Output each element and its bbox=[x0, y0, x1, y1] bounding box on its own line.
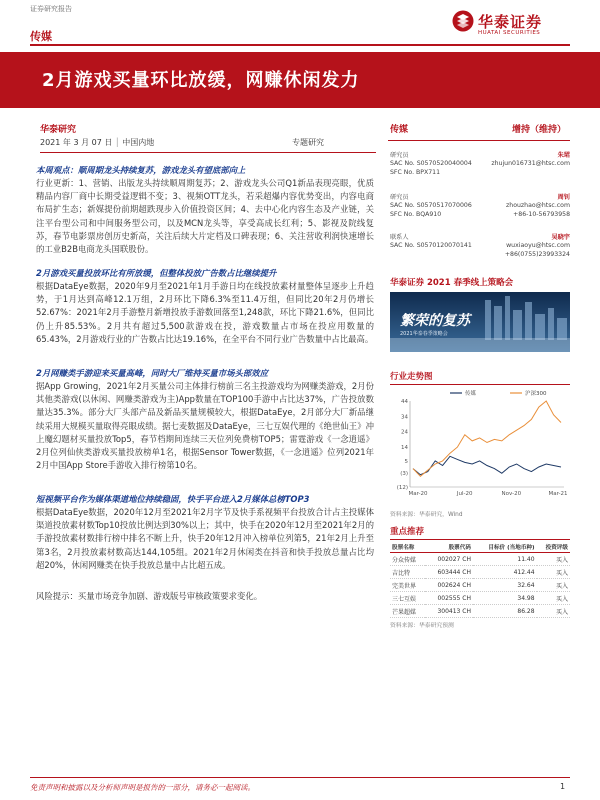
x-tick-label: Mar-21 bbox=[548, 491, 568, 497]
stock-code: 300413 CH bbox=[425, 605, 473, 618]
target-price: 34.98 bbox=[473, 592, 537, 605]
logo-text-en: HUATAI SECURITIES bbox=[478, 30, 541, 36]
report-region: 中国内地 bbox=[122, 138, 155, 147]
analyst-block bbox=[390, 150, 570, 179]
report-type-topline: 证券研究报告 bbox=[30, 5, 72, 13]
industry-trend-chart bbox=[390, 387, 570, 505]
analyst-email[interactable]: zhouzhao@htsc.com bbox=[506, 201, 570, 209]
industry-chart-panel bbox=[390, 370, 570, 518]
y-tick-label: 44 bbox=[401, 399, 408, 405]
analyst-role: 研究员 bbox=[390, 194, 409, 201]
section-body: 根据DataEye数据，2020年12月至2021年2月字节及快手系视频平台投放合计占主投媒体渠道投放素材数Top10投放比例达到30%以上；其中，快手在2020年12月至2021年2月的手游投放素材数排行榜中排名不断上升，快手20年12月冲入榜单位列第5，21年2月上升至第3名，2月投放素材数高达144,105组。2021年2月休闲类在抖音和快手投放总量占比均超20%，休闲网赚类在快手投放总量中占比超五成。 bbox=[36, 507, 374, 570]
header-cell: 股票代码 bbox=[425, 542, 473, 553]
table-header-row bbox=[390, 542, 570, 553]
header-cell: 目标价 (当地币种) bbox=[473, 542, 537, 553]
stock-name: 吉比特 bbox=[390, 566, 425, 579]
y-tick-label: (3) bbox=[400, 471, 408, 478]
chart-source: 资料来源：华泰研究，Wind bbox=[390, 512, 463, 518]
stock-code: 002555 CH bbox=[425, 592, 473, 605]
table-row bbox=[390, 605, 570, 618]
analyst-email[interactable]: wuxiaoyu@htsc.com bbox=[506, 241, 570, 249]
section-heading: 2月游戏买量投放环比有所放缓，但整体投放广告数占比继续提升 bbox=[36, 268, 277, 278]
table-title: 重点推荐 bbox=[390, 525, 570, 540]
company-logo bbox=[452, 10, 572, 40]
strategy-title: 华泰证券 2021 春季线上策略会 bbox=[390, 278, 514, 288]
risk-warning: 风险提示：买量市场竞争加剧、游戏版号审核政策要求变化。 bbox=[36, 591, 263, 601]
x-tick-label: Mar-20 bbox=[408, 491, 428, 497]
y-tick-label: 14 bbox=[401, 445, 408, 452]
analyst-role: 研究员 bbox=[390, 152, 409, 159]
analyst-phone: +86-10-56793958 bbox=[513, 211, 570, 218]
strategy-banner-image[interactable] bbox=[390, 292, 570, 352]
analyst-email[interactable]: zhujun016731@htsc.com bbox=[491, 159, 570, 167]
y-tick-label: 34 bbox=[401, 414, 408, 421]
rating: 买入 bbox=[537, 553, 570, 566]
right-sector: 传媒 bbox=[390, 125, 409, 135]
x-tick-label: Jul-20 bbox=[456, 491, 473, 497]
x-tick-label: Nov-20 bbox=[501, 491, 522, 497]
analyst-sfc: SFC No. BPX711 bbox=[390, 169, 441, 176]
meta-divider bbox=[40, 152, 376, 153]
header-cell: 股票名称 bbox=[390, 542, 425, 553]
analyst-phone: +86(0755)23993324 bbox=[504, 251, 570, 258]
stock-code: 002027 CH bbox=[425, 553, 473, 566]
section-4 bbox=[36, 493, 374, 572]
strategy-banner-headline: 繁荣的复苏 bbox=[400, 313, 470, 329]
analyst-role: 联系人 bbox=[390, 234, 409, 241]
recommendation-table bbox=[390, 542, 570, 618]
section-1 bbox=[36, 164, 374, 256]
analyst-sac: SAC No. S0570517070006 bbox=[390, 201, 472, 209]
section-heading: 短视频平台作为媒体渠道地位持续稳固，快手平台进入2月媒体总榜TOP3 bbox=[36, 494, 310, 504]
logo-mark-icon bbox=[452, 10, 474, 32]
org-name: 华泰研究 bbox=[40, 125, 77, 135]
rating-badge: 增持（维持） bbox=[511, 125, 566, 135]
header-cell: 投资评级 bbox=[537, 542, 570, 553]
footer-divider bbox=[30, 777, 570, 778]
analyst-name: 吴晓宇 bbox=[551, 234, 570, 241]
stock-name: 完美世界 bbox=[390, 579, 425, 592]
series-line-1 bbox=[413, 456, 561, 474]
strategy-banner-subtitle: 2021华泰春季策略会 bbox=[400, 331, 448, 337]
analyst-block bbox=[390, 192, 570, 221]
rating: 买入 bbox=[537, 566, 570, 579]
stock-name: 分众传媒 bbox=[390, 553, 425, 566]
legend-label: 沪深300 bbox=[525, 391, 547, 397]
target-price: 11.40 bbox=[473, 553, 537, 566]
page-number: 1 bbox=[560, 782, 566, 791]
analyst-name: 朱珺 bbox=[557, 152, 570, 159]
rating-header bbox=[388, 120, 570, 141]
analyst-block bbox=[390, 232, 570, 261]
logo-text-cn: 华泰证券 bbox=[478, 13, 543, 31]
target-price: 412.44 bbox=[473, 566, 537, 579]
report-title: 2月游戏买量环比放缓，网赚休闲发力 bbox=[42, 70, 360, 91]
chart-title: 行业走势图 bbox=[390, 370, 570, 385]
stock-code: 002624 CH bbox=[425, 579, 473, 592]
table-row bbox=[390, 566, 570, 579]
recommendation-panel bbox=[390, 525, 570, 629]
legend-label: 传媒 bbox=[465, 391, 477, 397]
sector-label: 传媒 bbox=[30, 30, 52, 43]
target-price: 32.64 bbox=[473, 579, 537, 592]
stock-code: 603444 CH bbox=[425, 566, 473, 579]
analyst-sac: SAC No. S0570520040004 bbox=[390, 159, 472, 167]
table-source: 资料来源：华泰研究预测 bbox=[390, 623, 454, 629]
disclaimer-text: 免责声明和披露以及分析师声明是报告的一部分，请务必一起阅读。 bbox=[30, 783, 255, 792]
stock-name: 芒果超媒 bbox=[390, 605, 425, 618]
table-row bbox=[390, 579, 570, 592]
table-row bbox=[390, 553, 570, 566]
rating: 买入 bbox=[537, 605, 570, 618]
report-date: 2021 年 3 月 07 日 bbox=[40, 138, 113, 147]
section-3 bbox=[36, 367, 374, 472]
section-heading: 2月网赚类手游迎来买量高峰，同时大厂维持买量市场头部效应 bbox=[36, 368, 268, 378]
table-row bbox=[390, 592, 570, 605]
header-divider bbox=[30, 44, 570, 46]
section-body: 根据DataEye数据，2020年9月至2021年1月手游日均在线投放素材量整体呈逐步上升趋势，于1月达到高峰12.1万组，2月环比下降6.3%至11.4万组，但同比20年2月仍增长52.67%：2021年2月手游整月新增投放手游数回落至1,248款，环比下降21.6%，但同比仍上升85.53%。2月共有超过5,500款游戏在投，游戏数量占市场在投应用数量的65.43%，2月游戏行业的广告数占比达19.16%，在全平台不同行业广告数量中占比最高。 bbox=[36, 281, 374, 344]
analyst-sac: SAC No. S0570120070141 bbox=[390, 241, 472, 249]
section-body: 行业更新：1、营销、出版龙头持续顺周期复苏；2、游戏龙头公司Q1新品表现亮眼，优质精品内容厂商中长期受益逻辑不变；3、视频OTT龙头，若采超爆内容优势变出，内容电商布局扩生态；新媒提份前期超跌现步入价值投资区间；4、去中心化内容生态及产业链，关注平台型公司和中间服务型公司，以及MCN龙头等，享受高成长红利；5、影视及院线复苏，春节电影票房创历史新高，关注后续大片定档及口碑表现；6、关注营收利润快速增长的工业B2B电商龙头国联股份。 bbox=[36, 178, 374, 255]
stock-name: 三七互娱 bbox=[390, 592, 425, 605]
y-tick-label: 24 bbox=[401, 429, 408, 436]
date-region: 2021 年 3 月 07 日 │ 中国内地 bbox=[40, 138, 155, 147]
analyst-sfc: SFC No. BQA910 bbox=[390, 211, 442, 218]
section-2 bbox=[36, 267, 374, 346]
section-heading: 本周观点：顺周期龙头持续复苏，游戏龙头有望底部向上 bbox=[36, 165, 246, 175]
analyst-name: 周钊 bbox=[557, 194, 570, 201]
rating: 买入 bbox=[537, 579, 570, 592]
report-category: 专题研究 bbox=[292, 138, 324, 147]
y-tick-label: 5 bbox=[404, 458, 408, 465]
section-body: 据App Growing，2021年2月买量公司主体排行榜前三名主投游戏均为网赚类游戏，2月份其他类游戏(以休闲、网赚类游戏为主)App数量在TOP100手游中占比达37%，广告投放数量达35.3%。部分大厂头部产品及新品买量规模较大，根据DataEye，2月部分大厂新品继续采用大规模买量取得亮眼成绩。据七麦数据及DataEye，三七互娱代理的《绝世仙王》冲上魔幻题材买量投放Top5，春节档期间连续三天位列免费榜TOP5；雷霆游戏《一念逍遥》2月位列仙侠类游戏买量投放榜单1名，根据Sensor Tower数据，《一念逍遥》位列2021年2月中国App Store手游收入排行榜第10名。 bbox=[36, 381, 374, 471]
rating: 买入 bbox=[537, 592, 570, 605]
target-price: 86.28 bbox=[473, 605, 537, 618]
y-tick-label: (12) bbox=[396, 485, 408, 491]
